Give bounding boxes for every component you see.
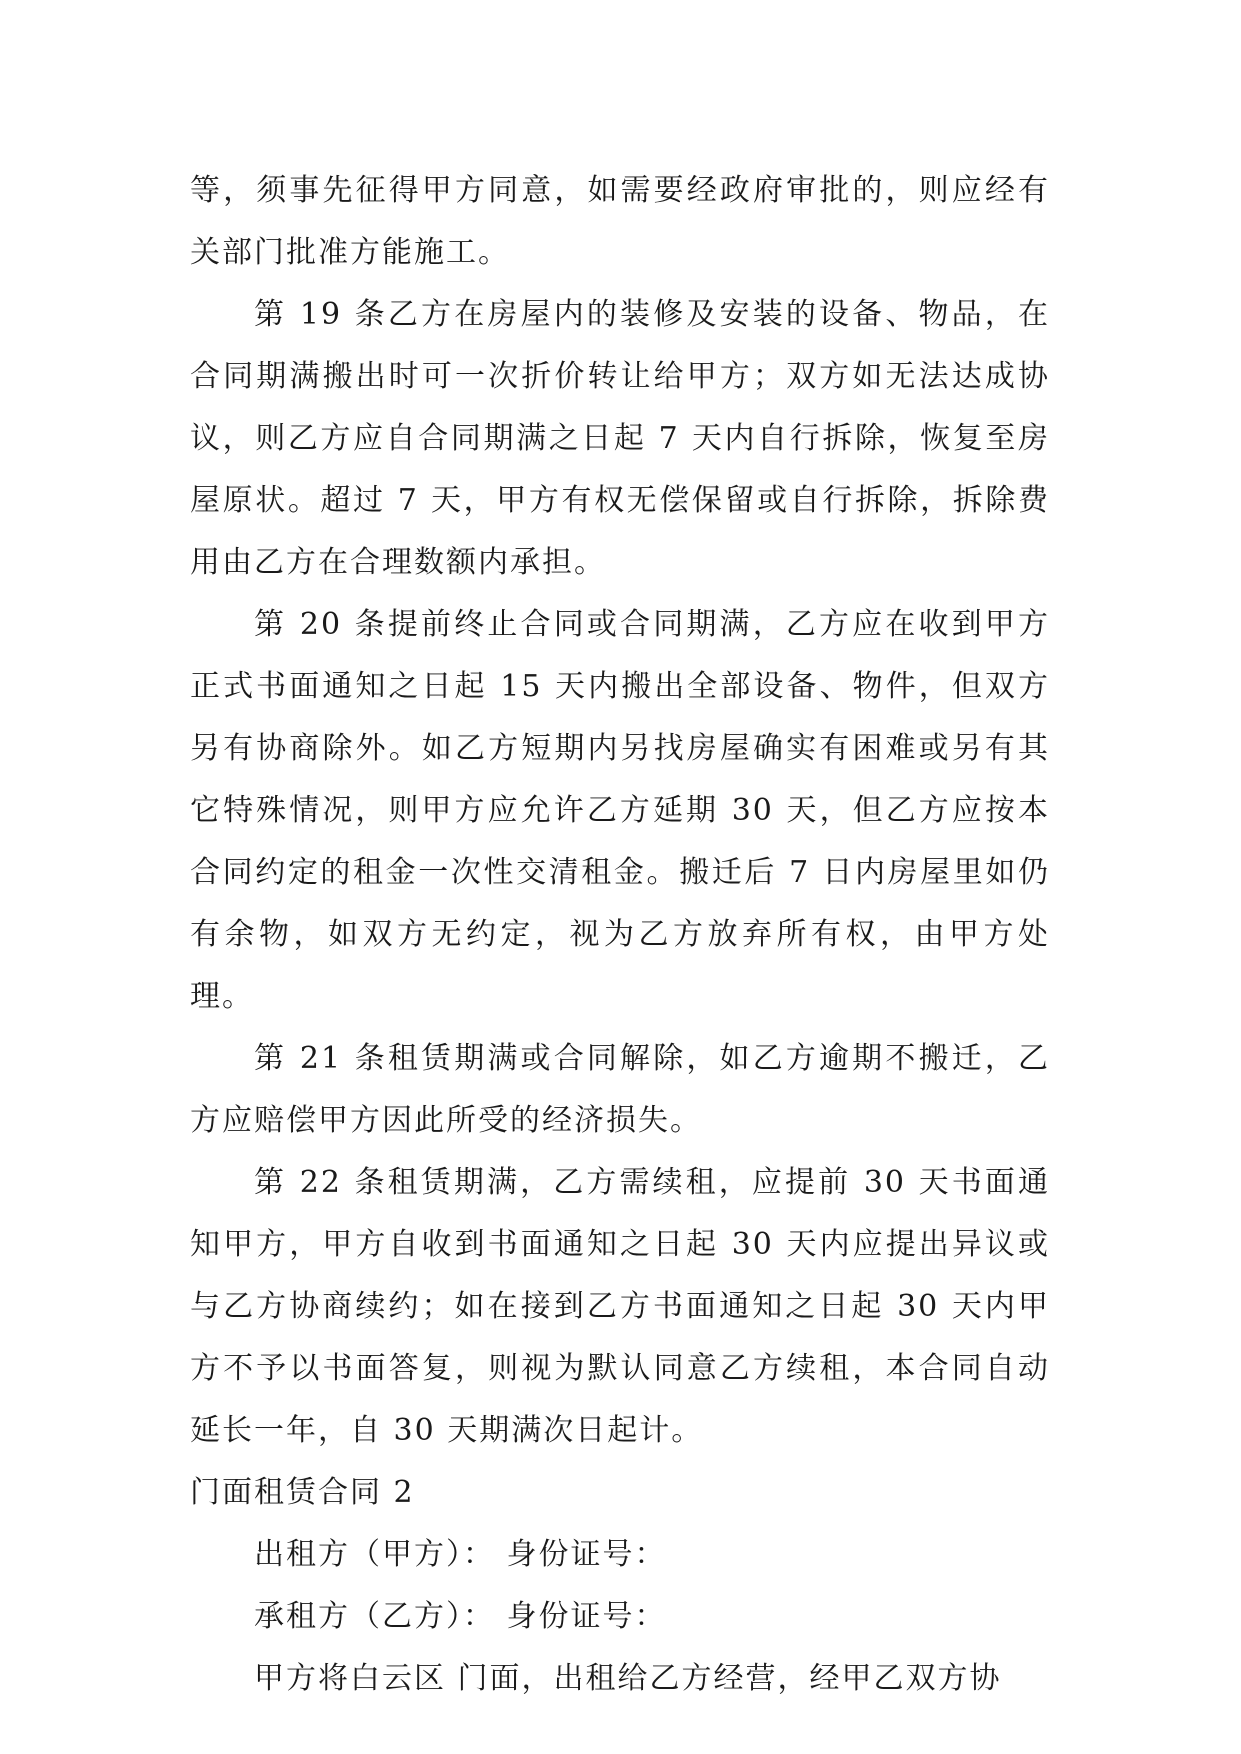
- lessor-line: 出租方（甲方）： 身份证号：: [254, 1537, 667, 1572]
- paragraph-continuation: 等，须事先征得甲方同意，如需要经政府审批的，则应经有关部门批准方能施工。: [190, 173, 1050, 270]
- section-title: 门面租赁合同 2: [190, 1475, 415, 1510]
- clause-20: 第 20 条提前终止合同或合同期满，乙方应在收到甲方正式书面通知之日起 15 天内搬出全部设备、物件，但双方另有协商除外。如乙方短期内另找房屋确实有困难或另有其它特殊情况，则甲方应允许乙方延期 30 天，但乙方应按本合同约定的租金一次性交清租金。搬迁后 7 日内房屋里如仍有余物，如双方无约定，视为乙方放弃所有权，由甲方处理。: [190, 607, 1050, 1014]
- clause-22: 第 22 条租赁期满，乙方需续租，应提前 30 天书面通知甲方，甲方自收到书面通知之日起 30 天内应提出异议或与乙方协商续约；如在接到乙方书面通知之日起 30 天内甲方不予以书面答复，则视为默认同意乙方续租，本合同自动延长一年，自 30 天期满次日起计。: [190, 1165, 1050, 1448]
- clause-19: 第 19 条乙方在房屋内的装修及安装的设备、物品，在合同期满搬出时可一次折价转让给甲方；双方如无法达成协议，则乙方应自合同期满之日起 7 天内自行拆除，恢复至房屋原状。超过 7 天，甲方有权无偿保留或自行拆除，拆除费用由乙方在合理数额内承担。: [190, 297, 1050, 580]
- document-body: [190, 160, 1050, 1710]
- lessee-line: 承租方（乙方）： 身份证号：: [254, 1599, 667, 1634]
- clause-21: 第 21 条租赁期满或合同解除，如乙方逾期不搬迁，乙方应赔偿甲方因此所受的经济损失。: [190, 1041, 1050, 1138]
- lease-intro-paragraph: 甲方将白云区 门面，出租给乙方经营，经甲乙双方协: [254, 1661, 1002, 1696]
